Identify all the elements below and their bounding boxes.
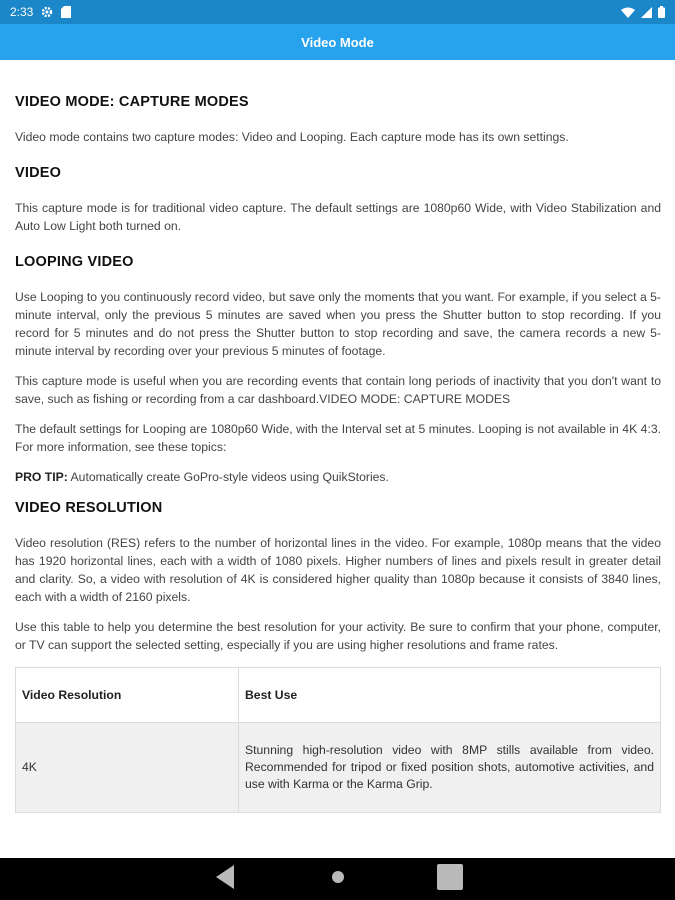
resolution-paragraph-2: Use this table to help you determine the best resolution for your activity. Be sure to confirm that your phone, computer, or TV can support the selected setting, especially if you are using higher resolutions and frame rates. — [15, 620, 661, 652]
resolution-paragraph-1: Video resolution (RES) refers to the number of horizontal lines in the video. For example, 1080p means that the video has 1920 horizontal lines, each with a width of 1080 pixels. Higher numbers of lines and pixels result in greater detail and clarity. So, a video with resolution of 4K is considered higher quality than 1080p because it consists of 3840 lines, each with a width of 2160 pixels. — [15, 536, 661, 604]
video-resolution-heading: VIDEO RESOLUTION — [15, 500, 163, 516]
app-bar-title: Video Mode — [301, 34, 374, 50]
header-video-resolution: Video Resolution — [16, 668, 239, 723]
home-icon — [331, 870, 345, 889]
home-button[interactable] — [318, 858, 358, 900]
sd-card-icon — [61, 6, 71, 18]
article-content[interactable] — [0, 60, 675, 858]
pro-tip-text: Automatically create GoPro-style videos using QuikStories. — [67, 470, 389, 484]
gear-icon — [41, 6, 53, 18]
recents-icon — [437, 864, 463, 895]
back-icon — [214, 864, 236, 895]
cell-best-use: Stunning high-resolution video with 8MP stills available from video. Recommended for tripod or fixed position shots, automotive activities, and use with Karma or the Karma Grip. — [239, 723, 661, 813]
intro-paragraph: Video mode contains two capture modes: Video and Looping. Each capture mode has its own settings. — [15, 130, 569, 144]
recents-button[interactable] — [430, 858, 470, 900]
capture-modes-heading: VIDEO MODE: CAPTURE MODES — [15, 94, 249, 110]
pro-tip — [15, 468, 661, 486]
status-time: 2:33 — [10, 5, 34, 19]
looping-paragraph-1: Use Looping to you continuously record video, but save only the moments that you want. For example, if you select a 5-minute interval, only the previous 5 minutes are saved when you press the Shutter button to stop recording. If you record for 5 minutes and do not press the Shutter button to stop recording and save, the camera records a new 5-minute interval by recording over your previous 5 minutes of footage. — [15, 290, 661, 358]
status-bar — [0, 0, 675, 24]
video-heading: VIDEO — [15, 165, 62, 181]
video-paragraph: This capture mode is for traditional video capture. The default settings are 1080p60 Wide, with Video Stabilization and Auto Low Light both turned on. — [15, 201, 661, 233]
signal-icon — [641, 7, 652, 18]
looping-heading: LOOPING VIDEO — [15, 254, 134, 270]
header-best-use: Best Use — [239, 668, 661, 723]
looping-paragraph-3: The default settings for Looping are 1080p60 Wide, with the Interval set at 5 minutes. Looping is not available in 4K 4:3. For more information, see these topics: — [15, 422, 661, 454]
table-header-row — [16, 668, 661, 723]
wifi-icon — [621, 7, 635, 18]
back-button[interactable] — [205, 858, 245, 900]
table-row — [16, 723, 661, 813]
cell-resolution: 4K — [16, 723, 239, 813]
pro-tip-label: PRO TIP: — [15, 470, 68, 484]
resolution-table — [15, 667, 661, 813]
navigation-bar — [0, 858, 675, 900]
looping-paragraph-2: This capture mode is useful when you are recording events that contain long periods of inactivity that you don't want to save, such as fishing or recording from a car dashboard.VIDEO MODE: CAPTURE MODES — [15, 374, 661, 406]
app-bar — [0, 24, 675, 60]
battery-icon — [658, 6, 665, 18]
